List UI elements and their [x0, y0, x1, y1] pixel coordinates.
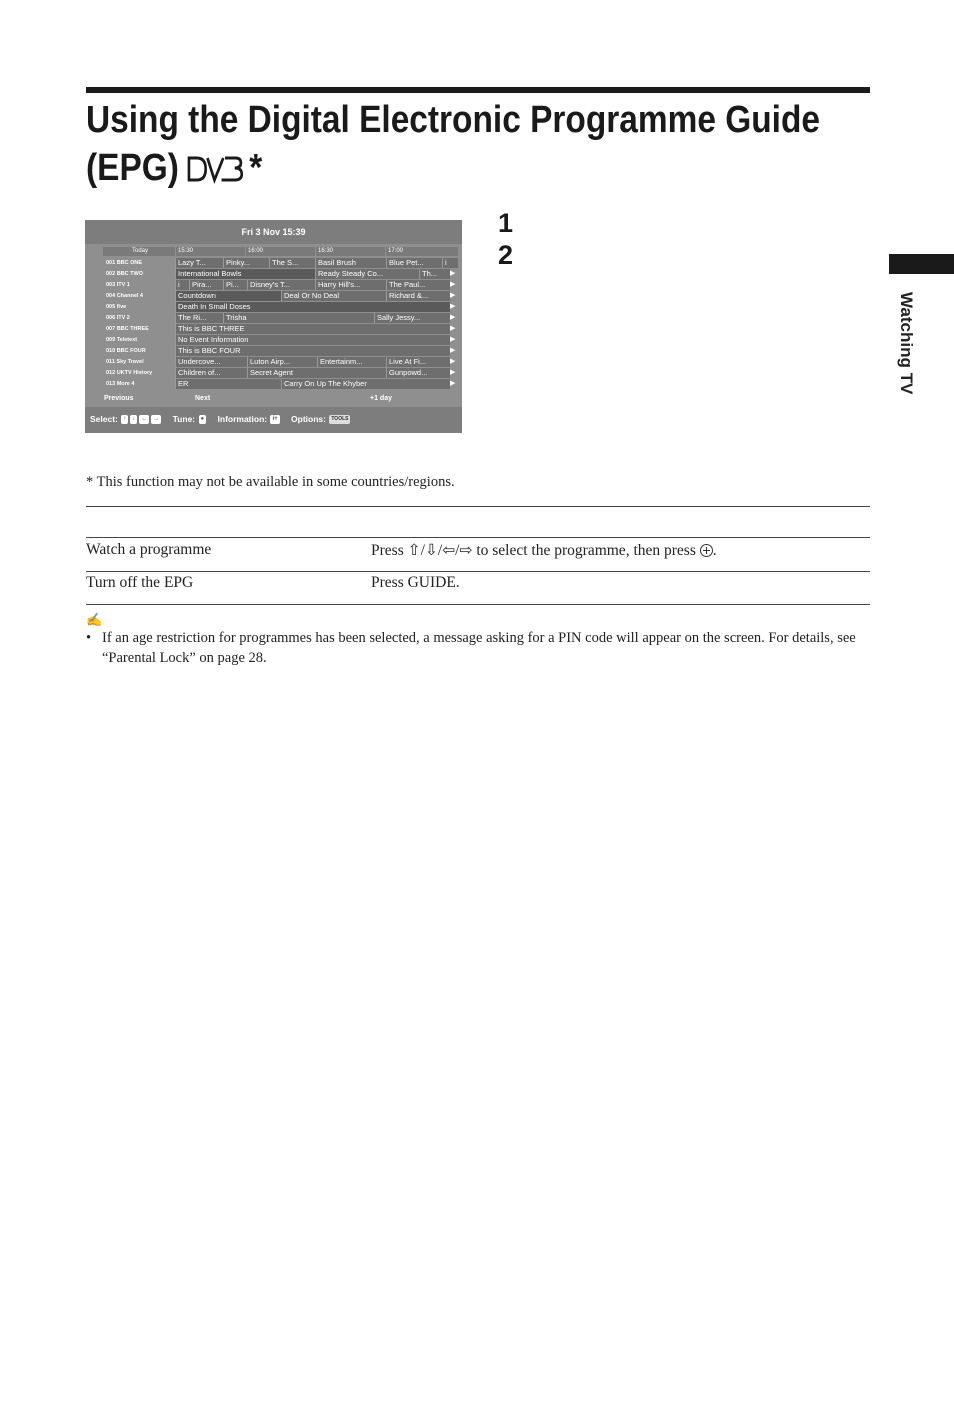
note-pencil-icon: ✍ — [86, 612, 103, 627]
table-action-cell: Watch a programme — [86, 541, 212, 558]
programme-cell[interactable]: Gunpowd... — [386, 368, 450, 378]
epg-channel-row[interactable] — [103, 302, 458, 312]
programme-cell[interactable]: Live At Fi... — [386, 357, 450, 367]
scroll-right-icon: ▶ — [450, 292, 456, 299]
channel-name: 006 ITV 2 — [106, 315, 130, 321]
programme-cell[interactable]: No Event Information — [175, 335, 450, 345]
epg-screenshot — [85, 220, 462, 433]
table-header-rule — [86, 537, 870, 538]
tools-key: TOOLS — [331, 416, 349, 423]
info-key-icon: i+ — [272, 416, 278, 423]
epg-plus-day-button[interactable]: +1 day — [370, 395, 392, 402]
instruction-end: . — [712, 542, 717, 559]
programme-cell[interactable]: The Ri... — [175, 313, 223, 323]
programme-cell[interactable]: Sally Jessy... — [374, 313, 450, 323]
scroll-right-icon: ▶ — [450, 325, 456, 332]
scroll-right-icon: ▶ — [450, 369, 456, 376]
channel-name: 007 BBC THREE — [106, 326, 149, 332]
table-instruction-cell — [371, 541, 717, 560]
programme-cell[interactable]: i — [442, 258, 458, 268]
epg-footer — [85, 407, 462, 433]
scroll-right-icon: ▶ — [450, 303, 456, 310]
programme-cell[interactable]: Ready Steady Co... — [315, 269, 419, 279]
note-text: If an age restriction for programmes has been selected, a message asking for a PIN code will appear on the screen. For details, see “Parental Lock” on page 28. — [102, 630, 856, 666]
page-title — [86, 96, 820, 192]
programme-cell[interactable]: Pinky... — [223, 258, 269, 268]
programme-cell[interactable]: Deal Or No Deal — [281, 291, 386, 301]
programme-cell[interactable]: Entertainm... — [317, 357, 386, 367]
epg-channel-row[interactable] — [103, 379, 458, 389]
right-arrow-icon: → — [153, 416, 160, 423]
programme-cell[interactable]: Lazy T... — [175, 258, 223, 268]
epg-previous-button[interactable]: Previous — [104, 395, 134, 402]
programme-cell[interactable]: The S... — [269, 258, 315, 268]
epg-channel-row[interactable] — [103, 280, 458, 290]
epg-channel-row[interactable] — [103, 357, 458, 367]
dvb-asterisk: * — [249, 147, 263, 189]
dvb-logo — [186, 150, 249, 186]
programme-cell[interactable]: Pi... — [223, 280, 247, 290]
programme-cell[interactable]: Carry On Up The Khyber — [281, 379, 450, 389]
epg-information-label: Information: — [217, 414, 268, 424]
channel-name: 012 UKTV History — [106, 370, 153, 376]
programme-cell[interactable]: Luton Airp... — [247, 357, 317, 367]
channel-name: 002 BBC TWO — [106, 271, 143, 277]
channel-name: 005 five — [106, 304, 127, 310]
channel-name: 011 Sky Travel — [106, 359, 144, 365]
epg-select-label: Select: — [90, 414, 118, 424]
left-arrow-icon: ← — [141, 416, 148, 423]
programme-cell[interactable]: Th... — [419, 269, 450, 279]
note-item — [86, 628, 870, 668]
table-instruction-cell: Press GUIDE. — [371, 574, 460, 591]
scroll-right-icon: ▶ — [450, 347, 456, 354]
programme-cell[interactable]: This is BBC FOUR — [175, 346, 450, 356]
programme-cell[interactable]: Pira... — [189, 280, 223, 290]
programme-cell[interactable]: Undercove... — [175, 357, 247, 367]
epg-time-header — [103, 247, 458, 257]
side-tab-marker — [889, 254, 954, 274]
step-2-number: 2 — [498, 240, 514, 270]
scroll-right-icon: ▶ — [450, 314, 456, 321]
programme-cell[interactable]: Children of... — [175, 368, 247, 378]
programme-cell[interactable]: The Paul... — [386, 280, 450, 290]
scroll-right-icon: ▶ — [450, 281, 456, 288]
channel-name: 001 BBC ONE — [106, 260, 143, 266]
table-top-rule — [86, 506, 870, 507]
epg-channel-row[interactable] — [103, 258, 458, 268]
epg-col-1700: 17:00 — [386, 247, 458, 256]
epg-date-header: Fri 3 Nov 15:39 — [85, 220, 462, 244]
epg-channel-row[interactable] — [103, 346, 458, 356]
programme-cell[interactable]: Blue Pet... — [386, 258, 442, 268]
programme-cell[interactable]: Richard &... — [386, 291, 450, 301]
programme-cell[interactable]: i — [175, 280, 189, 290]
epg-options-label: Options: — [291, 414, 326, 424]
programme-cell[interactable]: Harry Hill's... — [315, 280, 386, 290]
scroll-right-icon: ▶ — [450, 336, 456, 343]
scroll-right-icon: ▶ — [450, 358, 456, 365]
channel-name: 009 Teletext — [106, 337, 138, 343]
step-1-number: 1 — [498, 208, 514, 238]
epg-next-button[interactable]: Next — [195, 395, 211, 402]
epg-tune-label: Tune: — [172, 414, 196, 424]
page-title-line2 — [86, 144, 781, 192]
table-action-cell: Turn off the EPG — [86, 574, 194, 591]
epg-col-today: Today — [103, 247, 175, 256]
table-bottom-rule — [86, 604, 870, 605]
epg-channel-row[interactable] — [103, 269, 458, 279]
side-tab-label: Watching TV — [897, 292, 916, 395]
epg-channel-row[interactable] — [103, 368, 458, 378]
programme-cell[interactable]: ER — [175, 379, 281, 389]
epg-channel-row[interactable] — [103, 313, 458, 323]
page-title-line1: Using the Digital Electronic Programme Guide — [86, 99, 820, 141]
instruction-text: Press ⇧/⇩/⇦/⇨ to select the programme, then press — [371, 542, 696, 559]
channel-name: 010 BBC FOUR — [106, 348, 146, 354]
programme-cell[interactable]: Secret Agent — [247, 368, 386, 378]
epg-col-1630: 16:30 — [316, 247, 385, 256]
programme-cell[interactable]: Disney's T... — [247, 280, 315, 290]
epg-channel-row[interactable] — [103, 335, 458, 345]
programme-cell[interactable]: This is BBC THREE — [175, 324, 450, 334]
down-arrow-icon: ↓ — [132, 416, 136, 423]
programme-cell[interactable]: International Bowls — [175, 269, 315, 279]
epg-col-1530: 15:30 — [176, 247, 245, 256]
programme-cell[interactable]: Basil Brush — [315, 258, 386, 268]
channel-name: 004 Channel 4 — [106, 293, 143, 299]
dvb-logo-icon — [186, 150, 249, 186]
programme-cell[interactable]: Death In Small Doses — [175, 302, 450, 312]
epg-nav-bar — [103, 395, 458, 405]
scroll-right-icon: ▶ — [450, 380, 456, 387]
epg-channel-row[interactable] — [103, 291, 458, 301]
programme-cell[interactable]: Countdown — [175, 291, 281, 301]
epg-channel-row[interactable] — [103, 324, 458, 334]
footnote: * This function may not be available in some countries/regions. — [86, 474, 455, 490]
top-rule — [86, 87, 870, 93]
note-bullet: • — [86, 630, 92, 646]
page-title-epg: (EPG) — [86, 147, 179, 189]
scroll-right-icon: ▶ — [450, 270, 456, 277]
channel-name: 003 ITV 1 — [106, 282, 130, 288]
programme-cell[interactable]: Trisha — [223, 313, 374, 323]
channel-name: 013 More 4 — [106, 381, 135, 387]
table-row-rule — [86, 571, 870, 572]
epg-col-1600: 16:00 — [246, 247, 315, 256]
up-arrow-icon: ↑ — [123, 416, 127, 423]
enter-button-icon — [700, 544, 713, 557]
enter-key-icon: ● — [200, 416, 205, 423]
